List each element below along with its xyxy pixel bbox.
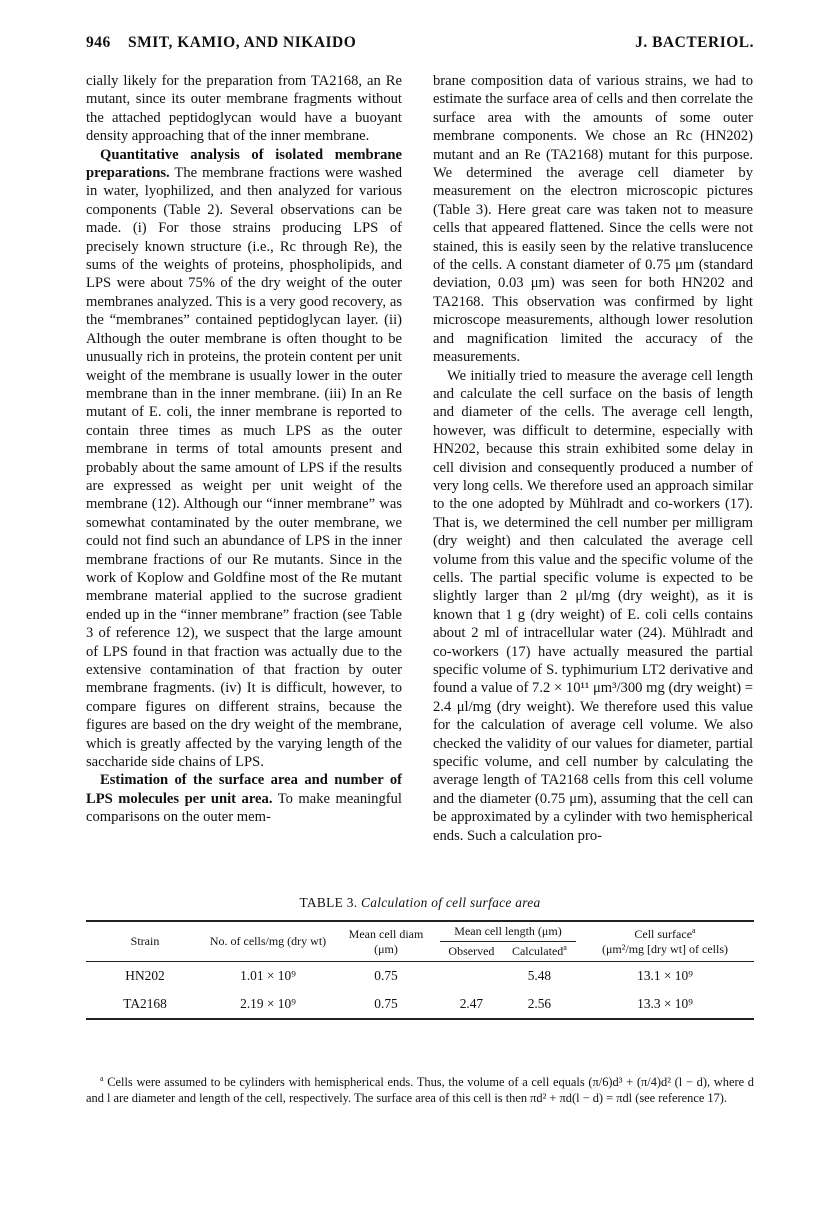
header-cells-per-mg: No. of cells/mg (dry wt) (209, 934, 327, 948)
header-observed: Observed (448, 944, 495, 958)
paragraph-text: To make meaningful comparisons on the outer mem- (86, 790, 402, 826)
cell-observed: 2.47 (459, 996, 484, 1011)
table-footnote (86, 1074, 754, 1106)
running-authors: SMIT, KAMIO, AND NIKAIDO (128, 34, 357, 51)
running-header (86, 34, 754, 58)
paragraph (86, 146, 402, 772)
header-surface-units: (μm²/mg [dry wt] of cells) (602, 941, 728, 956)
section-heading: Quantitative analysis of isolated membrane preparations. (86, 146, 402, 182)
header-calculated-label: Calculated (511, 944, 564, 958)
cell-calculated: 5.48 (527, 968, 552, 983)
cell-diam: 0.75 (374, 996, 398, 1011)
cell-cells-per-mg: 2.19 × 10⁹ (240, 996, 296, 1011)
cell-surface: 13.3 × 10⁹ (637, 996, 693, 1011)
page-number: 946 (86, 34, 111, 51)
right-column (433, 72, 753, 845)
table-title: Calculation of cell surface area (361, 895, 541, 910)
table-label: TABLE 3. (299, 895, 358, 910)
paragraph: brane composition data of various strains, we had to estimate the surface area of cells and then correlate the surface area with the amounts of some outer membrane components. We chose an Rc (HN202) mutant and an Re (TA2168) mutant for this purpose. We determined the average cell diameter by measurement on the electron microscopic pictures (Table 3). Here great care was taken not to measure cells that appeared flattened. Since the cells were not stained, this is easily seen by the relative translucence of the cells. A constant diameter of 0.75 μm (standard deviation, 0.03 μm) was seen for both HN202 and TA2168. This observation was confirmed by light microscope measurements, although lower resolution and magnification limited the accuracy of the measurements. (433, 73, 753, 366)
table-row (86, 990, 754, 1019)
journal-name: J. BACTERIOL. (635, 34, 754, 51)
paragraph (86, 771, 402, 826)
data-table (86, 920, 754, 1020)
paragraph-text: The membrane fractions were washed in water, lyophilized, and then analyzed for various components (Table 2). Several observations can be made. (i) For those strains producing LPS of precisely known structure (i.e., Rc through Re), the sums of the weights of proteins, phospholipids, and LPS were about 75% of the dry weight of the outer membranes analyzed. This is a very good recovery, as the “membranes” contained peptidoglycan layer. (ii) Although the outer membrane is often thought to be unusually rich in proteins, the protein content per unit weight of the membrane is usually lower in the outer membrane than in the inner membrane. (iii) In an Re mutant of E. coli, the inner membrane is reported to contain three times as much LPS as the outer membrane in terms of total amounts present and probably about the same amount of LPS if the results are expressed as weight per unit weight of the membrane (12). Although our “inner membrane” was somewhat contaminated by the outer membrane, we could not find such an abundance of LPS in the inner membrane fractions of our Re mutants. Since in the work of Koplow and Goldfine most of the Re mutant membrane material applied to the sucrose gradient ended up in the “inner membrane” fraction (see Table 3 of reference 12), we suspect that the large amount of LPS found in that fraction was actually due to the extensive contamination of that fraction by outer membrane fragments. (iv) It is difficult, however, to compare figures on different strains, because the figures are based on the dry weight of the membrane, which is greatly affected by the varying length of the saccharide side chains of LPS. (86, 165, 402, 771)
cell-calculated: 2.56 (527, 996, 552, 1011)
header-mean-diam: Mean cell diam (μm) (348, 926, 424, 956)
cell-cells-per-mg: 1.01 × 10⁹ (240, 968, 296, 983)
header-strain: Strain (130, 934, 160, 948)
footnote-mark: a (100, 1073, 104, 1083)
paragraph: cially likely for the preparation from TA2168, an Re mutant, since its outer membrane fragments without the attached peptidoglycan would have a buoyant density approaching that of the inner membrane. (86, 73, 402, 145)
cell-diam: 0.75 (374, 968, 398, 983)
cell-observed (440, 962, 503, 991)
table-row (86, 962, 754, 991)
footnote-text: Cells were assumed to be cylinders with hemispherical ends. Thus, the volume of a cell equals (π/6)d³ + (π/4)d² (l − d), where d and l are diameter and length of the cell, respectively. The surface area of this cell is then πd² + πd(l − d) = πdl (see reference 17). (86, 1075, 754, 1105)
header-surface (576, 921, 754, 962)
header-mean-length: Mean cell length (μm) (440, 921, 576, 942)
cell-strain: TA2168 (123, 996, 167, 1011)
left-column (86, 72, 402, 827)
paragraph: We initially tried to measure the average cell length and calculate the cell surface on the basis of length and diameter of the cells. The average cell length, however, was difficult to determine, especially with HN202, because this strain exhibited some delay in cell division and consequently produced a number of very long cells. We therefore used an approach similar to the one adopted by Mühlradt and co-workers (17). That is, we determined the cell number per milligram (dry weight) and then calculated the average cell volume from this value and the specific volume of the cells. The partial specific volume is expected to be slightly larger than 2 μl/mg (dry weight), as it is known that 1 g (dry weight) of E. coli cells contains about 2 ml of intracellular water (24). Mühlradt and co-workers (17) have actually measured the partial specific volume of S. typhimurium LT2 derivative and found a value of 7.2 × 10¹¹ μm³/300 mg (dry weight) = 2.4 μl/mg (dry weight). We therefore used this value for the calculation of average cell volume. We also checked the validity of our values for diameter, partial specific volume, and cell number by calculating the average length of TA2168 cells from this cell volume and the diameter (0.75 μm), assuming that the cell can be approximated by a cylinder with two hemispherical ends. Such a calculation pro- (433, 367, 753, 844)
table-caption (86, 895, 754, 911)
section-heading: Estimation of the surface area and number of LPS molecules per unit area. (86, 772, 402, 807)
footnote-mark: a (563, 943, 567, 952)
footnote-mark: a (692, 925, 696, 935)
header-surface-label: Cell surface (634, 926, 693, 941)
cell-strain: HN202 (125, 968, 165, 983)
header-calculated (503, 942, 576, 962)
cell-surface: 13.1 × 10⁹ (637, 968, 693, 983)
